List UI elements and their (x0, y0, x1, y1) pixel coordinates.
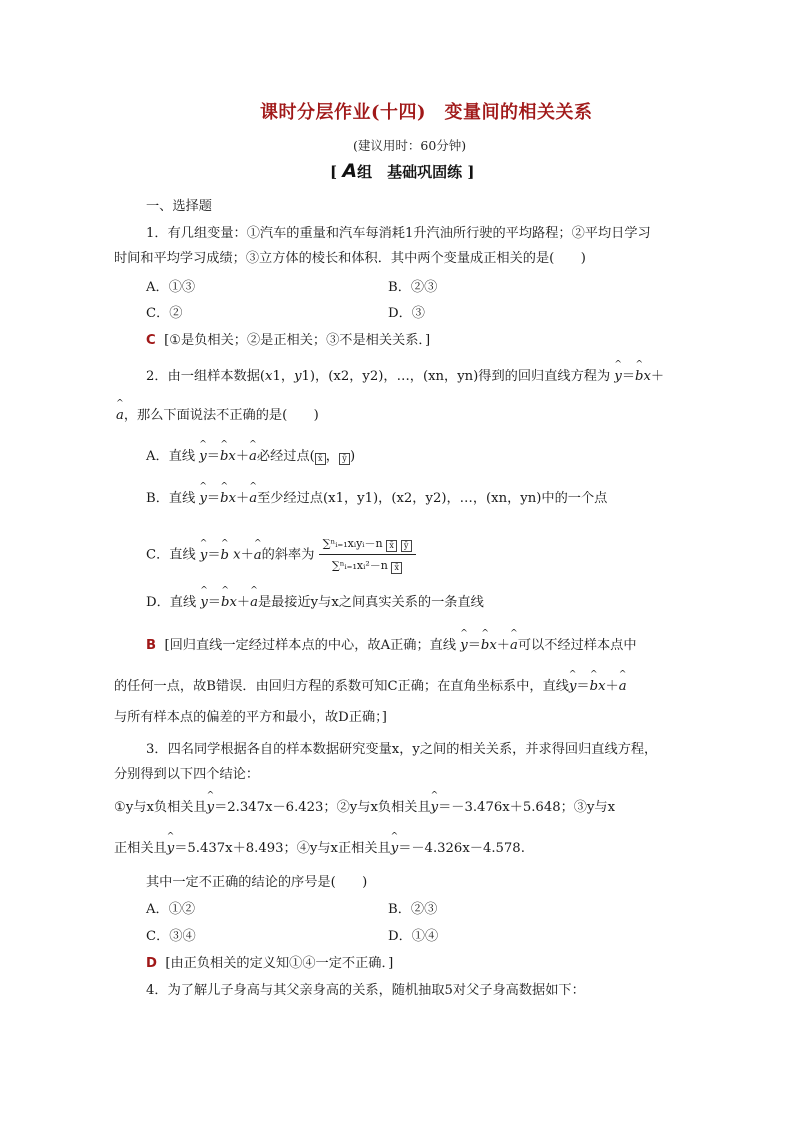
q3-line3 (114, 799, 615, 817)
q2-line2 (116, 407, 319, 425)
q1-answer-line (146, 332, 430, 350)
q2-option-c (146, 535, 416, 575)
q3-line5: 其中一定不正确的结论的序号是( ) (146, 875, 368, 890)
q3-answer-line (146, 955, 393, 973)
eq-sign: ＝ (207, 547, 221, 563)
x-bar-symbol: x̄ (315, 453, 326, 465)
b-hat: ^ b (221, 594, 229, 612)
eq-sign: ＝ (207, 595, 221, 610)
q2-option-b-text: 至少经过点(x1，y1)，(x2，y2)，…，(xn，yn)中的一个点 (257, 491, 608, 506)
x-var: x (229, 595, 237, 610)
group-name: 组 基础巩固练 (357, 163, 463, 181)
q4-line1: 4．为了解儿子身高与其父亲身高的关系，随机抽取5对父子身高数据如下： (146, 983, 585, 998)
bracket-right: ] (467, 163, 475, 181)
y-hat: ^ y (460, 637, 467, 655)
q2-option-b-label: B．直线 (146, 491, 196, 506)
b-hat: ^ b (220, 490, 228, 508)
a-hat: ^ a (249, 490, 257, 508)
q2-line1-part-e: 1)，(x2，y2)，…，(xn，yn)得到的回归直线方程为 (301, 369, 611, 384)
q3-line3-part-a: ①y与x负相关且 (114, 800, 207, 815)
y-hat: ^ y (614, 368, 621, 386)
q1-line1: 1．有几组变量：①汽车的重量和汽车每消耗1升汽油所行驶的平均路程；②平均日学习 (146, 226, 651, 241)
q2-x1-sub: 1， (272, 369, 295, 384)
eq-sign: ＝ (206, 449, 220, 464)
q2-explain-text2: 的任何一点，故B错误．由回归方程的系数可知C正确；在直角坐标系中，直线 (114, 679, 569, 694)
a-hat: ^ a (510, 637, 518, 655)
q3-line4-part-b: ＝5.437x＋8.493；④y与x正相关且 (174, 841, 391, 856)
eq-sign: ＝ (467, 638, 481, 653)
group-letter: A (342, 160, 358, 182)
time-hint: (建议用时：60分钟) (353, 138, 467, 153)
y-hat: ^ y (569, 678, 576, 696)
a-hat: ^ a (254, 547, 262, 565)
y-hat: ^ y (200, 547, 207, 565)
section-label: 一、选择题 (146, 199, 212, 214)
plus-sign: ＋ (235, 449, 250, 464)
a-hat: ^ a (250, 594, 258, 612)
eq-sign: ＝ (576, 679, 590, 694)
q3-line4 (114, 840, 525, 858)
y-hat: ^ y (199, 448, 206, 466)
slope-fraction (319, 535, 416, 575)
y-hat: ^ y (199, 490, 206, 508)
q2-option-a-text: 必经过点( (256, 449, 315, 464)
comma: ， (325, 449, 339, 464)
q3-option-b: B．②③ (388, 902, 438, 917)
numerator-text: ∑ⁿᵢ₌₁xᵢyᵢ－n (322, 537, 383, 550)
b-hat: ^ b (220, 448, 228, 466)
plus-sign: ＋ (236, 595, 251, 610)
q3-explain: [由正负相关的定义知①④一定不正确．] (165, 956, 394, 971)
slope-denominator (319, 555, 416, 575)
q2-answer: B (146, 638, 157, 653)
plus-sign: ＋ (650, 369, 665, 384)
q1-answer: C (146, 333, 156, 348)
q3-option-d: D．①④ (388, 929, 439, 944)
slope-numerator (319, 535, 416, 555)
q3-line3-part-b: ＝2.347x－6.423；②y与x负相关且 (214, 800, 431, 815)
q3-option-c: C．③④ (146, 929, 196, 944)
q3-answer: D (146, 956, 157, 971)
q2-option-a-label: A．直线 (146, 449, 196, 464)
a-hat: ^ a (249, 448, 257, 466)
q2-line1-part-a: 2．由一组样本数据( (146, 369, 266, 384)
x-var: x (233, 547, 241, 563)
eq-sign: ＝ (206, 491, 221, 506)
q3-option-a: A．①② (146, 902, 196, 917)
y-hat: ^ y (431, 799, 438, 817)
q2-option-d-text: 是最接近y与x之间真实关系的一条直线 (257, 595, 484, 610)
y-hat: ^ y (167, 840, 174, 858)
y-bar-symbol: ȳ (401, 540, 412, 552)
b-hat: ^ b (481, 637, 489, 655)
x-bar-symbol: x̄ (386, 540, 397, 552)
q3-line2: 分别得到以下四个结论： (114, 767, 260, 782)
q2-option-c-text: 的斜率为 (261, 547, 315, 563)
q1-option-b: B．②③ (388, 280, 438, 295)
q1-explain: [①是负相关；②是正相关；③不是相关关系．] (164, 333, 431, 348)
q1-line2: 时间和平均学习成绩；③立方体的棱长和体积．其中两个变量成正相关的是( ) (114, 251, 586, 266)
q2-x1: x (265, 369, 273, 384)
q2-line2-text: ，那么下面说法不正确的是( ) (123, 408, 319, 423)
q2-explain-line2 (114, 678, 627, 696)
bracket-left: [ (330, 163, 338, 181)
eq-sign: ＝ (621, 369, 636, 384)
plus-sign: ＋ (240, 547, 254, 563)
q2-option-d-label: D．直线 (146, 595, 197, 610)
q2-option-a (146, 448, 355, 466)
plus-sign: ＋ (236, 491, 250, 506)
group-heading (330, 160, 474, 182)
q2-line1 (146, 368, 664, 386)
q1-option-d: D．③ (388, 306, 425, 321)
b-hat: ^ b (590, 678, 598, 696)
q3-line3-part-c: ＝－3.476x＋5.648；③y与x (438, 800, 616, 815)
plus-sign: ＋ (605, 679, 619, 694)
x-var: x (228, 491, 236, 506)
x-bar-squared-symbol: x̄ (391, 562, 402, 574)
q2-option-b (146, 490, 607, 508)
page-title: 课时分层作业(十四) 变量间的相关关系 (260, 102, 593, 123)
q2-explain-text1b: 可以不经过样本点中 (517, 638, 637, 653)
q2-explain-line3: 与所有样本点的偏差的平方和最小，故D正确；] (114, 710, 387, 725)
plus-sign: ＋ (496, 638, 510, 653)
y-bar-symbol: ȳ (339, 453, 350, 465)
q3-line1: 3．四名同学根据各自的样本数据研究变量x，y之间的相关关系，并求得回归直线方程， (146, 742, 658, 757)
a-hat: ^ a (116, 407, 124, 425)
b-hat: ^ b (635, 368, 643, 386)
x-var: x (598, 679, 606, 694)
q3-line4-part-a: 正相关且 (114, 841, 167, 856)
q1-option-a: A．①③ (146, 280, 196, 295)
q2-explain-line1 (146, 637, 637, 655)
q2-option-d (146, 594, 484, 612)
q3-line4-part-c: ＝－4.326x－4.578. (398, 841, 525, 856)
denominator-text: ∑ⁿᵢ₌₁xᵢ²－n (331, 559, 388, 572)
close-paren: ) (349, 449, 356, 464)
x-var: x (643, 369, 651, 384)
b-hat: ^ b (221, 547, 229, 565)
q2-y1: y (294, 369, 302, 384)
q2-explain-text1: [回归直线一定经过样本点的中心，故A正确；直线 (164, 638, 457, 653)
y-hat: ^ y (200, 594, 207, 612)
x-var: x (228, 449, 236, 464)
y-hat: ^ y (207, 799, 214, 817)
q1-option-c: C．② (146, 306, 183, 321)
y-hat: ^ y (391, 840, 398, 858)
q2-option-c-label: C．直线 (146, 547, 196, 563)
x-var: x (489, 638, 497, 653)
a-hat: ^ a (619, 678, 627, 696)
